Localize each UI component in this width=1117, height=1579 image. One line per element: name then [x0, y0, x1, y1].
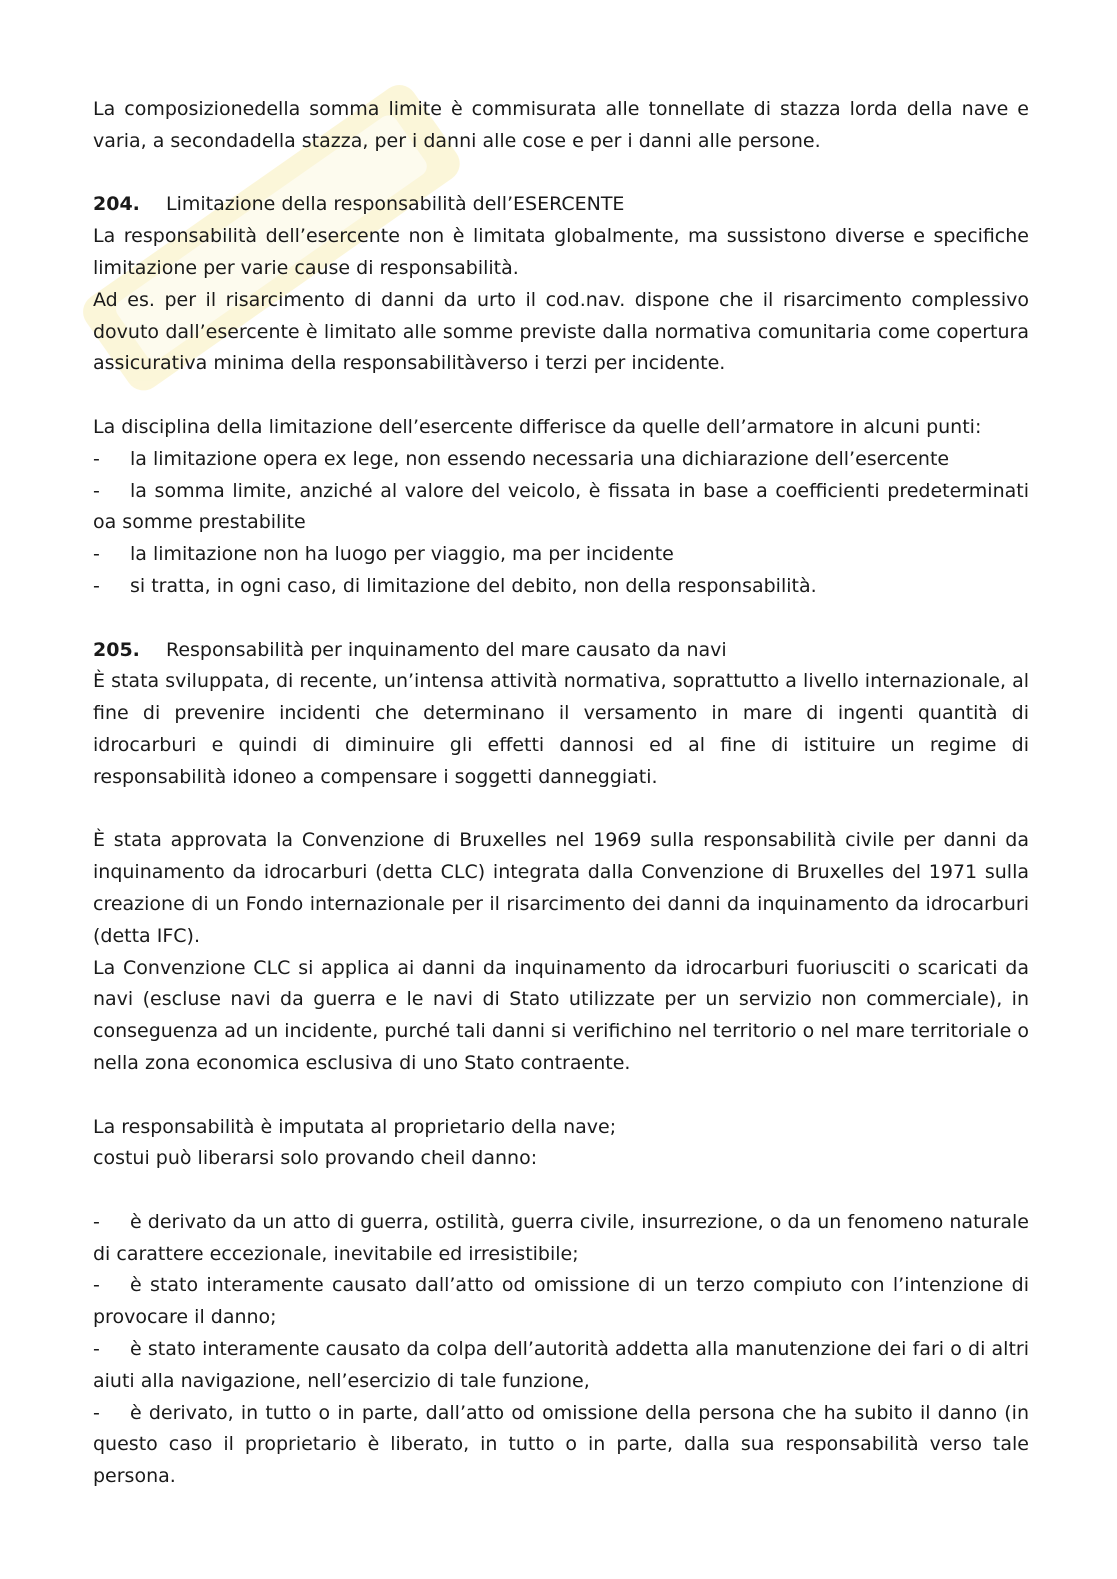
- list-item-text: la limitazione opera ex lege, non essendo necessaria una dichiarazione dell’esercente: [130, 447, 950, 470]
- bullet-dash: -: [93, 1210, 100, 1233]
- section-204-title: Limitazione della responsabilità dell’ESERCENTE: [166, 193, 625, 216]
- list-item-text: è stato interamente causato dall’atto od omissione di un terzo compiuto con l’intenzione di provocare il danno;: [93, 1274, 1029, 1329]
- spacer: [93, 603, 1029, 635]
- section-205-number: 205.: [93, 638, 140, 661]
- list-item-text: è derivato, in tutto o in parte, dall’atto od omissione della persona che ha subito il danno (in questo caso il proprietario è liberato, in tutto o in parte, dalla sua responsabilità verso tale persona.: [93, 1401, 1029, 1488]
- spacer: [93, 380, 1029, 412]
- bullet-dash: -: [93, 447, 100, 470]
- list-item: [93, 1398, 1029, 1493]
- section-205-paragraph-4: La responsabilità è imputata al proprietario della nave;: [93, 1115, 617, 1138]
- list-item-text: è stato interamente causato da colpa dell’autorità addetta alla manutenzione dei fari o di altri aiuti alla navigazione, nell’esercizio di tale funzione,: [93, 1338, 1029, 1392]
- list-item-text: si tratta, in ogni caso, di limitazione del debito, non della responsabilità.: [130, 574, 817, 597]
- spacer: [93, 1080, 1029, 1112]
- section-204-number: 204.: [93, 193, 140, 216]
- bullet-dash: -: [93, 1274, 100, 1297]
- list-item: [93, 1270, 1029, 1334]
- list-item-text: è derivato da un atto di guerra, ostilità, guerra civile, insurrezione, o da un fenomeno naturale di carattere eccezionale, inevitabile ed irresistibile;: [93, 1210, 1029, 1265]
- section-204-paragraph-2: Ad es. per il risarcimento di danni da urto il cod.nav. dispone che il risarcimento complessivo dovuto dall’esercente è limitato alle somme previste dalla normativa comunitaria come copertura assicurativa minima della responsabilitàverso i terzi per incidente.: [93, 288, 1029, 375]
- section-205-paragraph-3: La Convenzione CLC si applica ai danni da inquinamento da idrocarburi fuoriusciti o scaricati da navi (escluse navi da guerra e le navi di Stato utilizzate per un servizio non commerciale), in conseguenza ad un incidente, purché tali danni si verifichino nel territorio o nel mare territoriale o nella zona economica esclusiva di uno Stato contraente.: [93, 956, 1029, 1074]
- section-205-paragraph-5: costui può liberarsi solo provando cheil danno:: [93, 1147, 538, 1170]
- section-204-paragraph-3: La disciplina della limitazione dell’esercente differisce da quelle dell’armatore in alcuni punti:: [93, 415, 982, 438]
- list-item: [93, 571, 1029, 603]
- list-item: [93, 444, 1029, 476]
- document-page: [93, 94, 1029, 1493]
- bullet-dash: -: [93, 1401, 100, 1424]
- section-205-heading: [93, 635, 1029, 667]
- list-item-text: la somma limite, anziché al valore del veicolo, è fissata in base a coefficienti predeterminati oa somme prestabilite: [93, 479, 1029, 534]
- intro-paragraph: La composizionedella somma limite è commisurata alle tonnellate di stazza lorda della nave e varia, a secondadella stazza, per i danni alle cose e per i danni alle persone.: [93, 98, 1029, 152]
- spacer: [93, 794, 1029, 826]
- section-204-paragraph-1: La responsabilità dell’esercente non è limitata globalmente, ma sussistono diverse e specifiche limitazione per varie cause di responsabilità.: [93, 225, 1029, 279]
- bullet-dash: -: [93, 574, 100, 597]
- bullet-dash: -: [93, 543, 100, 566]
- list-item: [93, 539, 1029, 571]
- bullet-dash: -: [93, 479, 100, 502]
- spacer: [93, 1175, 1029, 1207]
- section-205-title: Responsabilità per inquinamento del mare causato da navi: [166, 638, 727, 661]
- list-item-text: la limitazione non ha luogo per viaggio, ma per incidente: [130, 543, 674, 566]
- spacer: [93, 158, 1029, 190]
- section-205-paragraph-2: È stata approvata la Convenzione di Bruxelles nel 1969 sulla responsabilità civile per danni da inquinamento da idrocarburi (detta CLC) integrata dalla Convenzione di Bruxelles del 1971 sulla creazione di un Fondo internazionale per il risarcimento dei danni da inquinamento da idrocarburi (detta IFC).: [93, 829, 1029, 947]
- list-item: [93, 1334, 1029, 1398]
- section-204-heading: [93, 189, 1029, 221]
- bullet-dash: -: [93, 1338, 100, 1361]
- list-item: [93, 1207, 1029, 1271]
- section-205-paragraph-1: È stata sviluppata, di recente, un’intensa attività normativa, soprattutto a livello internazionale, al fine di prevenire incidenti che determinano il versamento in mare di ingenti quantità di idrocarburi e quindi di diminuire gli effetti dannosi ed al fine di istituire un regime di responsabilità idoneo a compensare i soggetti danneggiati.: [93, 670, 1029, 788]
- list-item: [93, 476, 1029, 540]
